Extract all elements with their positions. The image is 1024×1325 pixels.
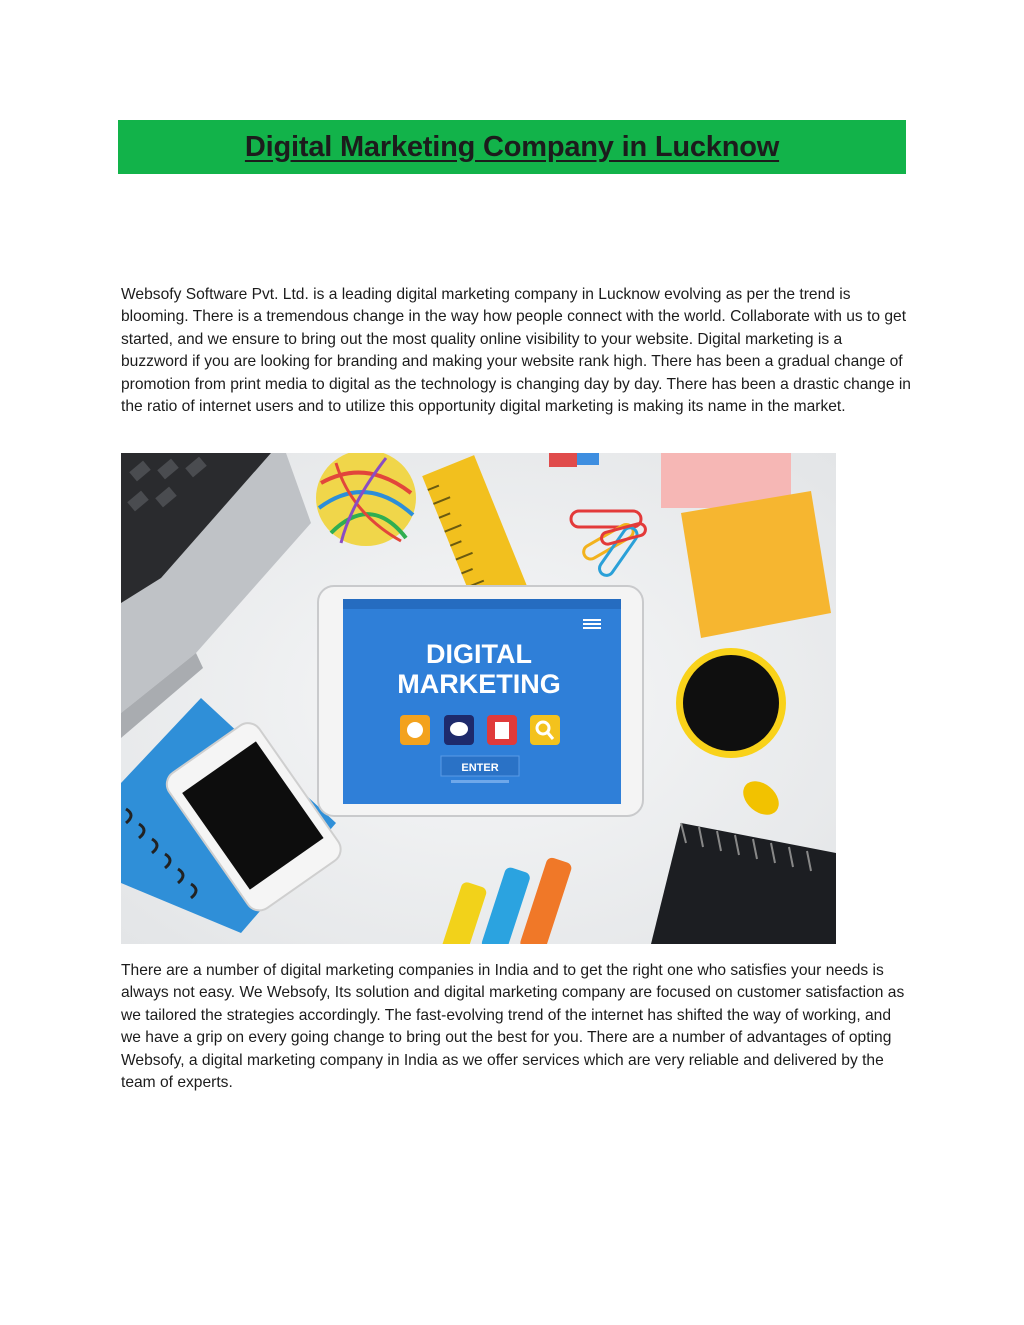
page-title: Digital Marketing Company in Lucknow	[244, 130, 780, 163]
services-paragraph: There are a number of digital marketing companies in India and to get the right one who satisfies your needs is always not easy. We Websofy, Its solution and digital marketing company are focused on customer satisfaction as we tailored the strategies accordingly. The fast-evolving trend of the internet has shifted the way of working, and we have a grip on every going change to bring out the best for you. There are a number of advantages of opting Websofy, a digital marketing company in India as we offer services which are very reliable and delivered by the team of experts.	[121, 962, 905, 1092]
intro-paragraph: Websofy Software Pvt. Ltd. is a leading digital marketing company in Lucknow evolving as per the trend is blooming. There is a tremendous change in the way how people connect with the world. Collaborate with us to get started, and we ensure to bring out the most quality online visibility to your website. Digital marketing is a buzzword if you are looking for branding and making your website rank high. There has been a gradual change of promotion from print media to digital as the technology is changing day by day. There has been a drastic change in the ratio of internet users and to utilize this opportunity digital marketing is making its name in the market.	[121, 286, 911, 416]
yellow-sticky-note	[681, 491, 831, 638]
yarn-ball-graphic	[316, 453, 416, 546]
tablet-graphic	[318, 586, 643, 816]
screen-enter-button: ENTER	[461, 762, 499, 774]
screen-title-line-1: DIGITAL	[426, 639, 532, 669]
hero-image	[121, 453, 836, 944]
screen-title-line-2: MARKETING	[397, 669, 561, 699]
title-banner	[118, 120, 906, 174]
